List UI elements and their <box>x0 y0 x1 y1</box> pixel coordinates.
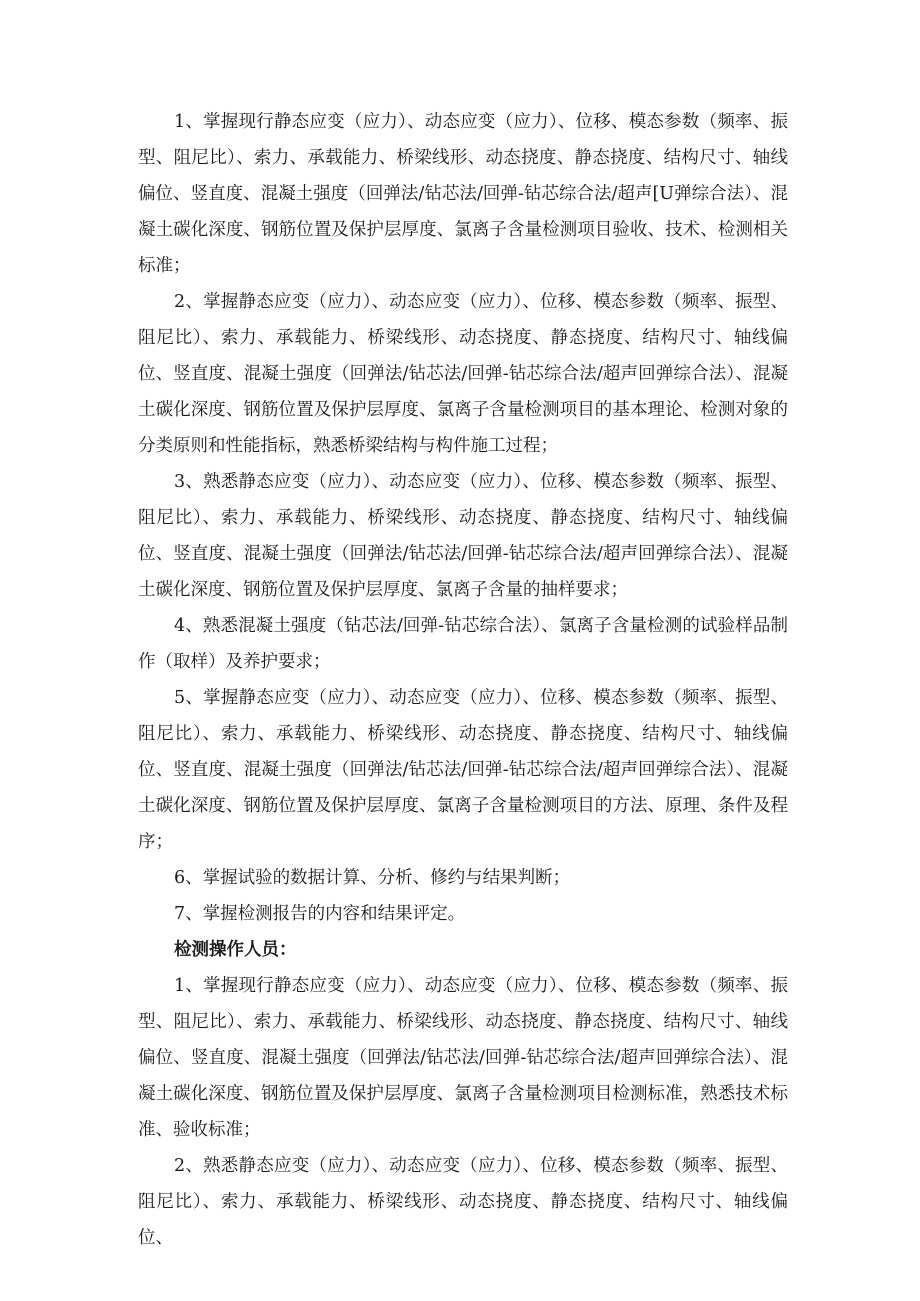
requirement-paragraph-2: 2、掌握静态应变（应力）、动态应变（应力）、位移、模态参数（频率、振型、阻尼比）、索力、承载能力、桥梁线形、动态挠度、静态挠度、结构尺寸、轴线偏位、竖直度、混凝土强度（回弹法/钻芯法/回弹-钻芯综合法/超声回弹综合法）、混凝土碳化深度、钢筋位置及保护层厚度、氯离子含量检测项目的基本理论、检测对象的分类原则和性能指标，熟悉桥梁结构与构件施工过程； <box>138 292 788 456</box>
requirement-paragraph-6: 6、掌握试验的数据计算、分析、修约与结果判断； <box>174 868 571 888</box>
requirement-paragraph-4: 4、熟悉混凝土强度（钻芯法/回弹-钻芯综合法）、氯离子含量检测的试验样品制作（取样）及养护要求； <box>138 616 788 672</box>
requirement-paragraph-7: 7、掌握检测报告的内容和结果评定。 <box>174 904 466 924</box>
operator-paragraph-1: 1、掌握现行静态应变（应力）、动态应变（应力）、位移、模态参数（频率、振型、阻尼比）、索力、承载能力、桥梁线形、动态挠度、静态挠度、结构尺寸、轴线偏位、竖直度、混凝土强度（回弹法/钻芯法/回弹-钻芯综合法/超声回弹综合法）、混凝土碳化深度、钢筋位置及保护层厚度、氯离子含量检测项目检测标准，熟悉技术标准、验收标准； <box>138 976 788 1140</box>
requirement-paragraph-5: 5、掌握静态应变（应力）、动态应变（应力）、位移、模态参数（频率、振型、阻尼比）、索力、承载能力、桥梁线形、动态挠度、静态挠度、结构尺寸、轴线偏位、竖直度、混凝土强度（回弹法/钻芯法/回弹-钻芯综合法/超声回弹综合法）、混凝土碳化深度、钢筋位置及保护层厚度、氯离子含量检测项目的方法、原理、条件及程序； <box>138 688 788 852</box>
section-heading: 检测操作人员： <box>174 940 297 960</box>
requirement-paragraph-1: 1、掌握现行静态应变（应力）、动态应变（应力）、位移、模态参数（频率、振型、阻尼比）、索力、承载能力、桥梁线形、动态挠度、静态挠度、结构尺寸、轴线偏位、竖直度、混凝土强度（回弹法/钻芯法/回弹-钻芯综合法/超声[U弹综合法）、混凝土碳化深度、钢筋位置及保护层厚度、氯离子含量检测项目验收、技术、检测相关标准； <box>138 112 788 276</box>
requirement-paragraph-3: 3、熟悉静态应变（应力）、动态应变（应力）、位移、模态参数（频率、振型、阻尼比）、索力、承载能力、桥梁线形、动态挠度、静态挠度、结构尺寸、轴线偏位、竖直度、混凝土强度（回弹法/钻芯法/回弹-钻芯综合法/超声回弹综合法）、混凝土碳化深度、钢筋位置及保护层厚度、氯离子含量的抽样要求； <box>138 472 788 600</box>
operator-paragraph-2: 2、熟悉静态应变（应力）、动态应变（应力）、位移、模态参数（频率、振型、阻尼比）、索力、承载能力、桥梁线形、动态挠度、静态挠度、结构尺寸、轴线偏位、 <box>138 1156 788 1248</box>
document-body <box>138 104 788 1256</box>
